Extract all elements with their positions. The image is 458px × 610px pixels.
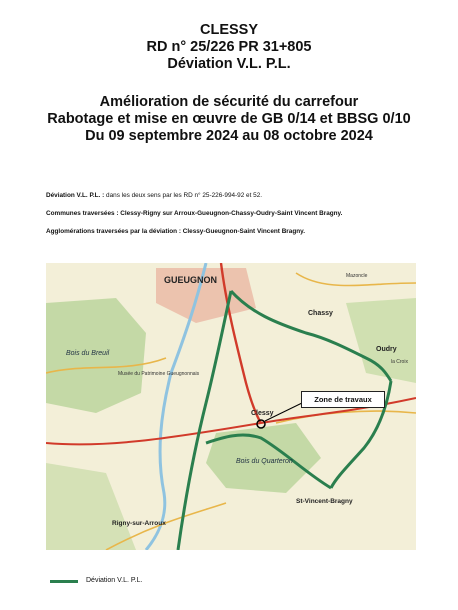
info-agglo-text: Clessy-Gueugnon-Saint Vincent Bragny. bbox=[180, 228, 306, 235]
zone-de-travaux-label: Zone de travaux bbox=[301, 391, 385, 408]
subtitle-works: Rabotage et mise en œuvre de GB 0/14 et BBSG 0/10 bbox=[47, 111, 411, 127]
label-musee: Musée du Patrimoine Gueugnonnais bbox=[118, 371, 200, 377]
legend-route-label: Déviation V.L. P.L. bbox=[86, 577, 143, 584]
deviation-map bbox=[46, 263, 416, 550]
subtitle-block bbox=[0, 94, 458, 145]
title-road-ref: RD n° 25/226 PR 31+805 bbox=[146, 39, 312, 55]
info-deviation bbox=[46, 192, 426, 200]
info-communes-text: Clessy-Rigny sur Arroux-Gueugnon-Chassy-Oudry-Saint Vincent Bragny. bbox=[118, 210, 343, 217]
label-gueugnon: GUEUGNON bbox=[164, 275, 218, 285]
forest-east bbox=[346, 298, 416, 383]
title-block bbox=[0, 22, 458, 73]
label-st-vincent: St-Vincent-Bragny bbox=[296, 498, 353, 505]
info-agglomerations bbox=[46, 228, 426, 236]
label-oudry: Oudry bbox=[376, 346, 397, 353]
info-agglo-label: Agglomérations traversées par la déviation : bbox=[46, 228, 181, 235]
label-bois-quarteron: Bois du Quarteron bbox=[236, 458, 293, 465]
title-commune: CLESSY bbox=[199, 22, 258, 38]
title-deviation: Déviation V.L. P.L. bbox=[167, 56, 291, 72]
legend-route-swatch bbox=[50, 580, 78, 583]
label-rigny: Rigny-sur-Arroux bbox=[112, 520, 166, 527]
forest-south bbox=[46, 463, 136, 550]
label-mazoncle: Mazoncle bbox=[346, 273, 368, 279]
label-chassy: Chassy bbox=[308, 310, 333, 317]
subtitle-purpose: Amélioration de sécurité du carrefour bbox=[99, 94, 359, 110]
info-communes-label: Communes traversées : bbox=[46, 210, 119, 217]
label-clessy: Clessy bbox=[251, 410, 274, 417]
info-deviation-text: dans les deux sens par les RD n° 25-226-994-92 et 52. bbox=[104, 192, 263, 199]
info-deviation-label: Déviation V.L. P.L. : bbox=[46, 192, 105, 199]
label-bois-breuil: Bois du Breuil bbox=[66, 350, 110, 357]
info-communes bbox=[46, 210, 426, 218]
label-la-croix: la Croix bbox=[391, 359, 408, 365]
subtitle-dates: Du 09 septembre 2024 au 08 octobre 2024 bbox=[85, 128, 373, 144]
